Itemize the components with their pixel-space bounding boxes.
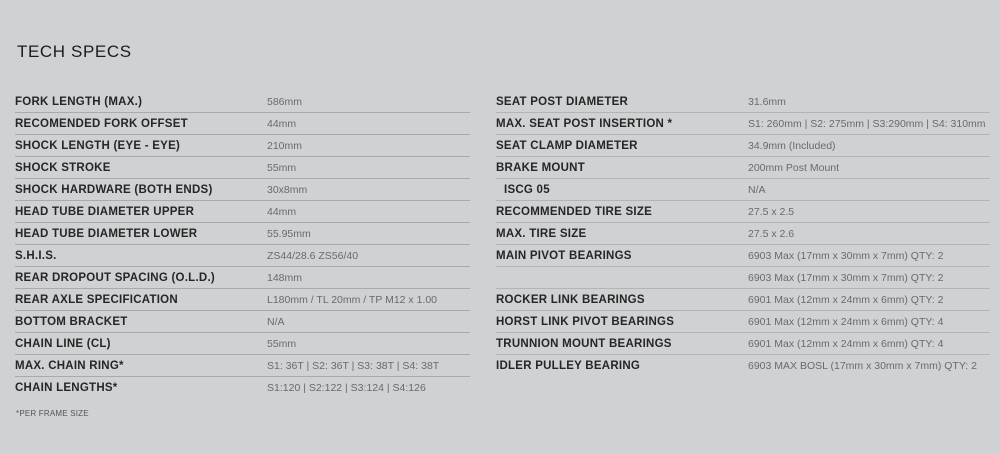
spec-row [496, 179, 990, 201]
spec-row [15, 201, 470, 223]
spec-label: BRAKE MOUNT [496, 161, 585, 174]
spec-label: SEAT CLAMP DIAMETER [496, 139, 638, 152]
spec-label: REAR AXLE SPECIFICATION [15, 293, 178, 306]
spec-label: HEAD TUBE DIAMETER LOWER [15, 227, 198, 240]
spec-row [15, 289, 470, 311]
spec-label: SHOCK HARDWARE (BOTH ENDS) [15, 183, 213, 196]
spec-label: ISCG 05 [504, 183, 550, 196]
spec-value: 586mm [267, 95, 303, 108]
page-title: TECH SPECS [17, 42, 132, 61]
spec-value: 6901 Max (12mm x 24mm x 6mm) QTY: 4 [748, 315, 944, 328]
spec-value: 6901 Max (12mm x 24mm x 6mm) QTY: 2 [748, 293, 944, 306]
spec-label: ROCKER LINK BEARINGS [496, 293, 645, 306]
spec-value: 31.6mm [748, 95, 786, 108]
spec-value: 44mm [267, 117, 297, 130]
spec-row [15, 135, 470, 157]
spec-value: 27.5 x 2.6 [748, 227, 795, 240]
spec-row [15, 223, 470, 245]
spec-row [496, 311, 990, 333]
spec-label: MAX. CHAIN RING* [15, 359, 124, 372]
spec-row [15, 377, 470, 399]
spec-label: BOTTOM BRACKET [15, 315, 128, 328]
spec-row [15, 179, 470, 201]
spec-label: IDLER PULLEY BEARING [496, 359, 641, 372]
spec-label: RECOMMENDED TIRE SIZE [496, 205, 653, 218]
spec-value: 6903 Max (17mm x 30mm x 7mm) QTY: 2 [748, 271, 944, 284]
spec-row [15, 333, 470, 355]
spec-label: RECOMENDED FORK OFFSET [15, 117, 188, 130]
spec-row [496, 245, 990, 267]
spec-value: N/A [267, 315, 285, 328]
spec-value: 6903 MAX BOSL (17mm x 30mm x 7mm) QTY: 2 [748, 359, 977, 372]
spec-label: SHOCK STROKE [15, 161, 111, 174]
spec-row [496, 289, 990, 311]
spec-value: L180mm / TL 20mm / TP M12 x 1.00 [267, 293, 438, 306]
spec-value: 27.5 x 2.5 [748, 205, 795, 218]
spec-value: 55mm [267, 337, 297, 350]
spec-label: SHOCK LENGTH (EYE - EYE) [15, 139, 181, 152]
spec-label: MAX. TIRE SIZE [496, 227, 587, 240]
spec-label: HORST LINK PIVOT BEARINGS [496, 315, 675, 328]
spec-label: FORK LENGTH (MAX.) [15, 95, 143, 108]
spec-value: 210mm [267, 139, 303, 152]
spec-label: CHAIN LENGTHS* [15, 381, 118, 394]
spec-value: 30x8mm [267, 183, 308, 196]
spec-row [15, 113, 470, 135]
spec-value: 6903 Max (17mm x 30mm x 7mm) QTY: 2 [748, 249, 944, 262]
spec-row [15, 355, 470, 377]
spec-row [496, 201, 990, 223]
spec-row [496, 333, 990, 355]
spec-label: S.H.I.S. [15, 249, 57, 262]
spec-value: S1:120 | S2:122 | S3:124 | S4:126 [267, 381, 426, 394]
spec-row [496, 223, 990, 245]
spec-row [15, 157, 470, 179]
specs-right-column [496, 91, 990, 377]
spec-label: CHAIN LINE (CL) [15, 337, 111, 350]
spec-value: N/A [748, 183, 766, 196]
spec-value: 44mm [267, 205, 297, 218]
spec-row [496, 91, 990, 113]
spec-row [15, 245, 470, 267]
spec-label: TRUNNION MOUNT BEARINGS [496, 337, 672, 350]
spec-label: HEAD TUBE DIAMETER UPPER [15, 205, 195, 218]
spec-row [496, 355, 990, 377]
spec-value: 6901 Max (12mm x 24mm x 6mm) QTY: 4 [748, 337, 944, 350]
spec-label: MAIN PIVOT BEARINGS [496, 249, 632, 262]
specs-left-column [15, 91, 470, 399]
spec-row [496, 267, 990, 289]
spec-label: REAR DROPOUT SPACING (O.L.D.) [15, 271, 215, 284]
footnote: *PER FRAME SIZE [16, 409, 89, 418]
spec-row [496, 135, 990, 157]
spec-value: ZS44/28.6 ZS56/40 [267, 249, 359, 262]
spec-row [15, 91, 470, 113]
spec-value: 55.95mm [267, 227, 311, 240]
spec-value: S1: 36T | S2: 36T | S3: 38T | S4: 38T [267, 359, 440, 372]
spec-value: 55mm [267, 161, 297, 174]
spec-value: 148mm [267, 271, 303, 284]
spec-label: SEAT POST DIAMETER [496, 95, 629, 108]
spec-row [496, 113, 990, 135]
spec-value: 200mm Post Mount [748, 161, 840, 174]
spec-label: MAX. SEAT POST INSERTION * [496, 117, 673, 130]
spec-row [15, 311, 470, 333]
spec-value: 34.9mm (Included) [748, 139, 836, 152]
spec-row [496, 157, 990, 179]
spec-value: S1: 260mm | S2: 275mm | S3:290mm | S4: 310mm [748, 117, 986, 130]
spec-row [15, 267, 470, 289]
